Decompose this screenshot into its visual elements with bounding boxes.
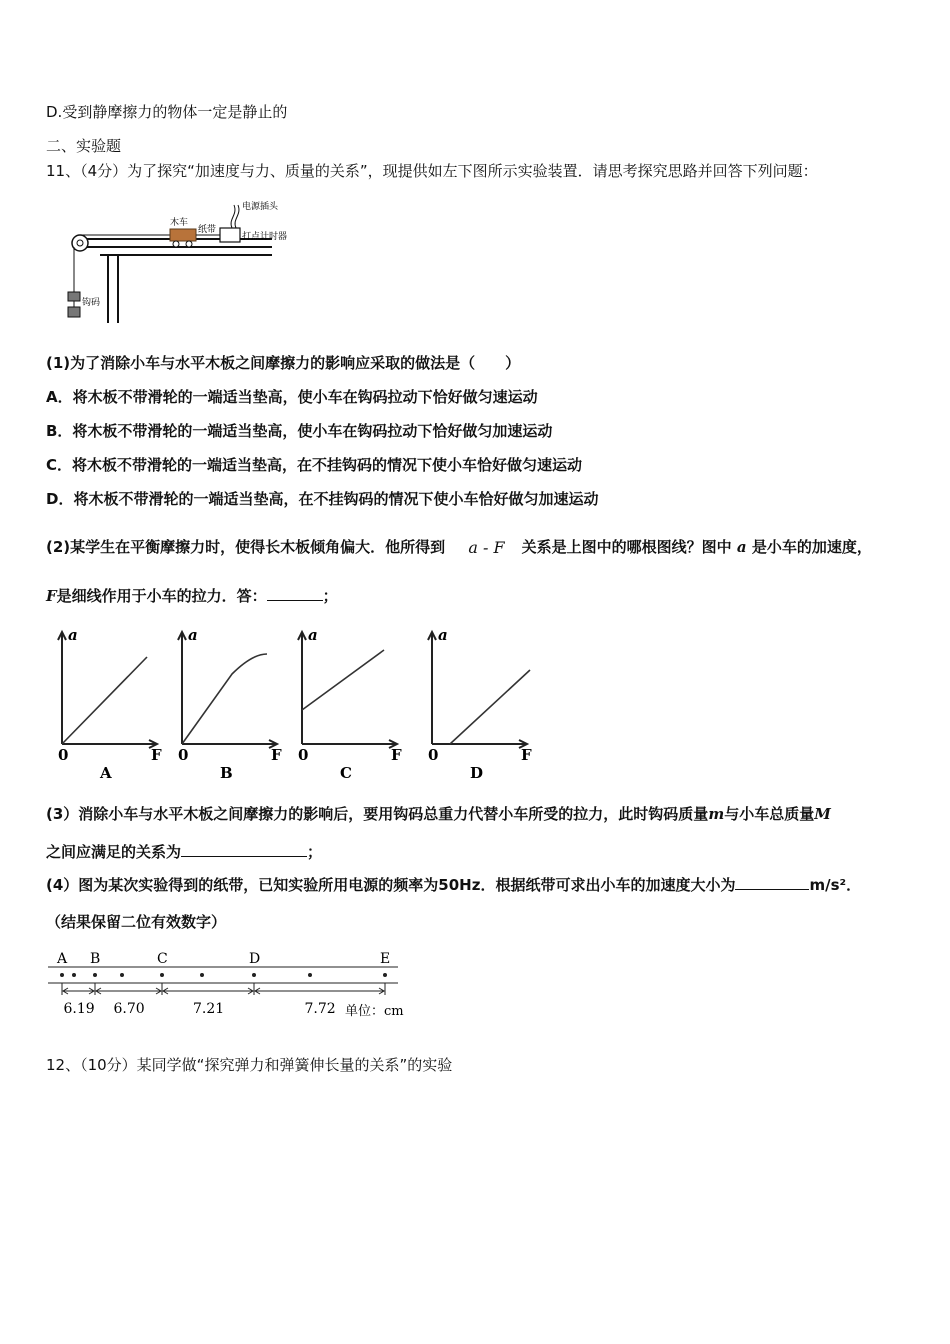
graph-origin: 0 xyxy=(298,746,309,764)
part-4-line1: (4）图为某次实验得到的纸带，已知实验所用电源的频率为50Hz．根据纸带可求出小车的加速度大小为 m/s²． xyxy=(46,876,862,894)
tape-dot xyxy=(72,973,76,977)
tape-point-label: E xyxy=(380,951,391,967)
tape-label: 纸带 xyxy=(198,225,217,235)
weights-label: 钩码 xyxy=(82,298,101,308)
part-1: (1)为了消除小车与水平木板之间摩擦力的影响应采取的做法是（ ） xyxy=(46,354,521,372)
graph-y-label: a xyxy=(188,626,198,644)
option-d: D．将木板不带滑轮的一端适当垫高，在不挂钩码的情况下使小车恰好做匀加速运动 xyxy=(46,490,599,508)
tape-dot xyxy=(200,973,204,977)
graph-x-label: F xyxy=(151,746,162,764)
question-11: 11、（4分）为了探究“加速度与力、质量的关系”，现提供如左下图所示实验装置．请思考探究思路并回答下列问题： xyxy=(46,162,818,180)
graph-label-a: A xyxy=(100,764,112,782)
graph-line-b xyxy=(182,654,267,744)
tape-distance: 6.70 xyxy=(113,1001,145,1017)
option-a: A．将木板不带滑轮的一端适当垫高，使小车在钩码拉动下恰好做匀速运动 xyxy=(46,388,538,406)
part-3-line1: (3）消除小车与水平木板之间摩擦力的影响后，要用钩码总重力代替小车所受的拉力，此时钩码质量m与小车总质量M xyxy=(46,805,831,823)
part-3-line2: 之间应满足的关系为 ； xyxy=(46,843,323,861)
answer-blank-4 xyxy=(735,889,809,890)
graph-origin: 0 xyxy=(58,746,69,764)
apparatus-diagram xyxy=(60,195,310,325)
part-2-line2: F是细线作用于小车的拉力．答： ； xyxy=(46,587,338,605)
answer-blank-3 xyxy=(181,856,307,857)
graph-line-a xyxy=(62,657,147,744)
graph-y-label: a xyxy=(438,626,448,644)
option-c: C．将木板不带滑轮的一端适当垫高，在不挂钩码的情况下使小车恰好做匀速运动 xyxy=(46,456,583,474)
graph-label-b: B xyxy=(220,764,233,782)
section-heading: 二、实验题 xyxy=(46,137,122,155)
tape-dot xyxy=(308,973,312,977)
part-4-line2: （结果保留二位有效数字） xyxy=(46,913,227,931)
plug-label: 电源插头 xyxy=(242,202,279,212)
cart-shape xyxy=(170,229,196,247)
question-12: 12、（10分）某同学做“探究弹力和弹簧伸长量的关系”的实验 xyxy=(46,1056,453,1074)
tape-point-label: D xyxy=(249,951,261,967)
tape-point-label: C xyxy=(157,951,168,967)
graph-x-label: F xyxy=(521,746,532,764)
tape-distance: 7.21 xyxy=(193,1001,225,1017)
paper-tape-diagram xyxy=(40,945,420,1025)
tape-distance: 7.72 xyxy=(304,1001,336,1017)
tape-point-label: A xyxy=(57,951,68,967)
option-b: B．将木板不带滑轮的一端适当垫高，使小车在钩码拉动下恰好做匀加速运动 xyxy=(46,422,553,440)
graph-label-d: D xyxy=(470,764,484,782)
graph-x-label: F xyxy=(271,746,282,764)
tape-dot xyxy=(160,973,164,977)
graph-line-c xyxy=(302,650,384,710)
part-2-line1: (2)某学生在平衡摩擦力时，使得长木板倾角偏大．他所得到 a - F 关系是上图中的哪根图线？图中 a 是小车的加速度， xyxy=(46,538,872,557)
option-d-line: D.受到静摩擦力的物体一定是静止的 xyxy=(46,103,288,121)
graph-origin: 0 xyxy=(178,746,189,764)
graph-origin: 0 xyxy=(428,746,439,764)
graph-y-label: a xyxy=(308,626,318,644)
tape-point-label: B xyxy=(90,951,101,967)
tape-dot xyxy=(93,973,97,977)
tape-dot xyxy=(60,973,64,977)
graphs-abcd xyxy=(40,618,550,788)
timer-label: 打点计时器 xyxy=(242,232,288,242)
tape-dot xyxy=(383,973,387,977)
graph-x-label: F xyxy=(391,746,402,764)
tape-dot xyxy=(120,973,124,977)
cart-label: 木车 xyxy=(170,218,189,228)
tape-distance: 6.19 xyxy=(63,1001,95,1017)
graph-y-label: a xyxy=(68,626,78,644)
graph-line-d xyxy=(450,670,530,744)
answer-blank-2 xyxy=(267,600,323,601)
tape-unit: 单位：cm xyxy=(345,1004,404,1019)
tape-dot xyxy=(252,973,256,977)
graph-label-c: C xyxy=(340,764,352,782)
